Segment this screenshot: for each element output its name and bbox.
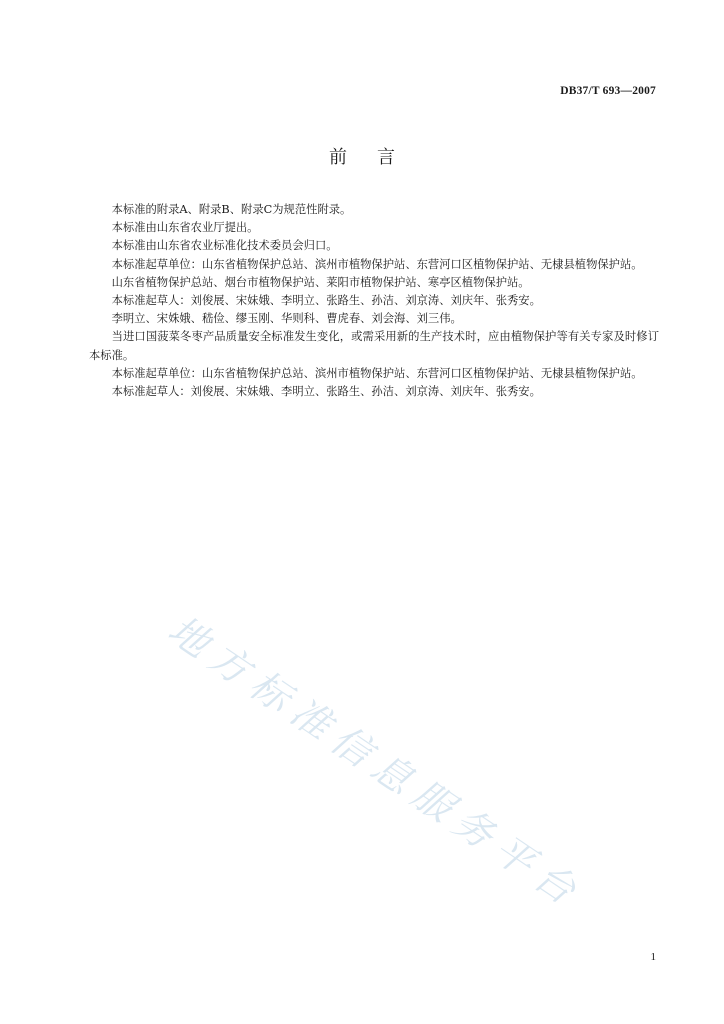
paragraph: 李明立、宋姝娥、嵇俭、缪玉刚、华则科、曹虎春、刘会海、刘三伟。 <box>111 312 462 326</box>
page-title: 前言 <box>329 147 425 168</box>
paragraph: 本标准由山东省农业标准化技术委员会归口。 <box>111 239 338 253</box>
paragraph: 本标准由山东省农业厅提出。 <box>111 221 259 235</box>
paragraph: 本标准起草单位：山东省植物保护总站、滨州市植物保护站、东营河口区植物保护站、无棣县植物保护站。 <box>111 366 643 380</box>
paragraph: 山东省植物保护总站、烟台市植物保护站、莱阳市植物保护站、寒亭区植物保护站。 <box>111 275 530 289</box>
watermark: 地方标准信息服务平台 <box>159 607 592 919</box>
paragraph: 本标准起草单位：山东省植物保护总站、滨州市植物保护站、东营河口区植物保护站、无棣县植物保护站。 <box>111 257 643 271</box>
paragraph: 本标准起草人：刘俊展、宋妹娥、李明立、张路生、孙洁、刘京涛、刘庆年、张秀安。 <box>111 385 541 399</box>
foreword-body <box>89 201 659 401</box>
paragraph: 本标准的附录A、附录B、附录C为规范性附录。 <box>111 203 352 216</box>
paragraph: 本标准起草人：刘俊展、宋妹娥、李明立、张路生、孙洁、刘京涛、刘庆年、张秀安。 <box>111 294 541 308</box>
document-code: DB37/T 693—2007 <box>560 85 656 97</box>
page-number: 1 <box>650 951 656 963</box>
paragraph: 当进口国菠菜冬枣产品质量安全标准发生变化，或需采用新的生产技术时，应由植物保护等有关专家及时修订本标准。 <box>89 330 659 362</box>
